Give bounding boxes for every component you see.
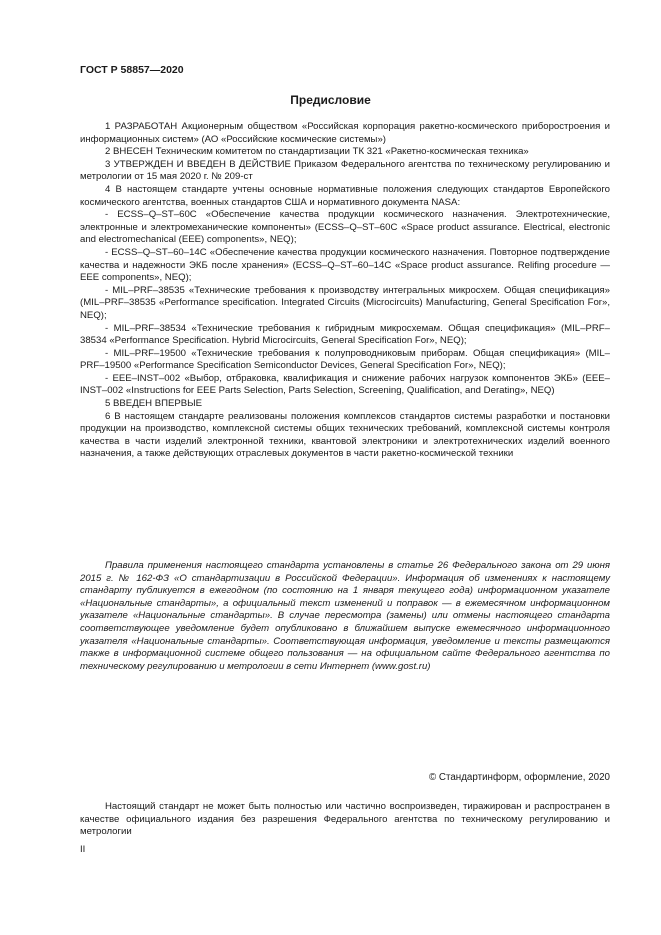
paragraph-implemented-provisions: 6 В настоящем стандарте реализованы положения комплексов стандартов системы разработки и постановки продукции на производство, комплексной системы общих технических требований, комплексной системы контроля качества в части изделий электронной техники, квантовой электроники и электротехнических изделий военного назначения, а также действующих отраслевых документов в части ракетно-космической техники <box>80 410 610 460</box>
foreword-body <box>80 121 610 461</box>
notice-text: Правила применения настоящего стандарта установлены в статье 26 Федерального закона от 29 июня 2015 г. № 162-ФЗ «О стандартизации в Российской Федерации». Информация об изменениях к настоящему стандарту публикуется в ежегодном (по состоянию на 1 января текущего года) информационном указателе «Национальные стандарты», а официальный текст изменений и поправок — в ежемесячном информационном указателе «Национальные стандарты». В случае пересмотра (замены) или отмены настоящего стандарта соответствующее уведомление будет опубликовано в ближайшем выпуске ежемесячного информационного указателя «Национальные стандарты». Соответствующая информация, уведомление и тексты размещаются также в информационной системе общего пользования — на официальном сайте Федерального агентства по техническому регулированию и метрологии в сети Интернет (www.gost.ru) <box>80 560 610 672</box>
paragraph-developed: 1 РАЗРАБОТАН Акционерным обществом «Российская корпорация ракетно-космического приборостроения и информационных систем» (АО «Российские космические системы») <box>80 121 610 145</box>
document-code: ГОСТ Р 58857—2020 <box>80 64 184 76</box>
paragraph-approved: 3 УТВЕРЖДЕН И ВВЕДЕН В ДЕЙСТВИЕ Приказом Федерального агентства по техническому регулированию и метрологии от 15 мая 2020 г. № 209-ст <box>80 158 610 183</box>
list-item-ecss-q-st-60-14c: - ECSS–Q–ST–60–14C «Обеспечение качества продукции космического назначения. Повторное подтверждение качества и надежности ЭКБ после хранения» (ECSS–Q–ST–60–14C «Space product assurance. Relifing procedure — EEE components», NEQ); <box>80 246 610 284</box>
copyright-line: © Стандартинформ, оформление, 2020 <box>428 772 610 783</box>
paragraph-standards-considered: 4 В настоящем стандарте учтены основные нормативные положения следующих стандартов Европейского космического агентства, военных стандартов США и нормативного документа NASA: <box>80 183 610 208</box>
reproduction-text: Настоящий стандарт не может быть полностью или частично воспроизведен, тиражирован и распространен в качестве официального издания без разрешения Федерального агентства по техническому регулированию и метрологии <box>80 801 610 838</box>
page-title: Предисловие <box>290 93 371 107</box>
list-item-mil-prf-19500: - MIL–PRF–19500 «Технические требования к полупроводниковым приборам. Общая спецификация» (MIL–PRF–19500 «Performance Specification Semiconductor Devices, General Specification For», NEQ); <box>80 347 610 372</box>
page-number: II <box>80 844 86 855</box>
paragraph-introduced: 2 ВНЕСЕН Техническим комитетом по стандартизации ТК 321 «Ракетно-космическая техника» <box>105 146 529 158</box>
application-rules-notice <box>80 560 610 673</box>
list-item-mil-prf-38535: - MIL–PRF–38535 «Технические требования к производству интегральных микросхем. Общая спецификация» (MIL–PRF–38535 «Performance specification. Integrated Circuits (Microcircuits) Manufacturing, General Specification For», NEQ); <box>80 284 610 321</box>
paragraph-introduced-first: 5 ВВЕДЕН ВПЕРВЫЕ <box>105 398 203 410</box>
list-item-eee-inst-002: - EEE–INST–002 «Выбор, отбраковка, квалификация и снижение рабочих нагрузок компонентов ЭКБ» (EEE–INST–002 «Instructions for EEE Parts Selection, Parts Selection, Screening, Qualification, and Derating», NEQ) <box>80 372 610 397</box>
reproduction-notice <box>80 801 610 839</box>
list-item-ecss-q-st-60c: - ECSS–Q–ST–60C «Обеспечение качества продукции космического назначения. Электротехнические, электронные и электромеханические компоненты» (ECSS–Q–ST–60C «Space product assurance. Electrical, electronic and electromechanical (EEE) components», NEQ); <box>80 209 610 246</box>
list-item-mil-prf-38534: - MIL–PRF–38534 «Технические требования к гибридным микросхемам. Общая спецификация» (MIL–PRF–38534 «Performance Specification. Hybrid Microcircuits, General Specification For», NEQ); <box>80 322 610 347</box>
